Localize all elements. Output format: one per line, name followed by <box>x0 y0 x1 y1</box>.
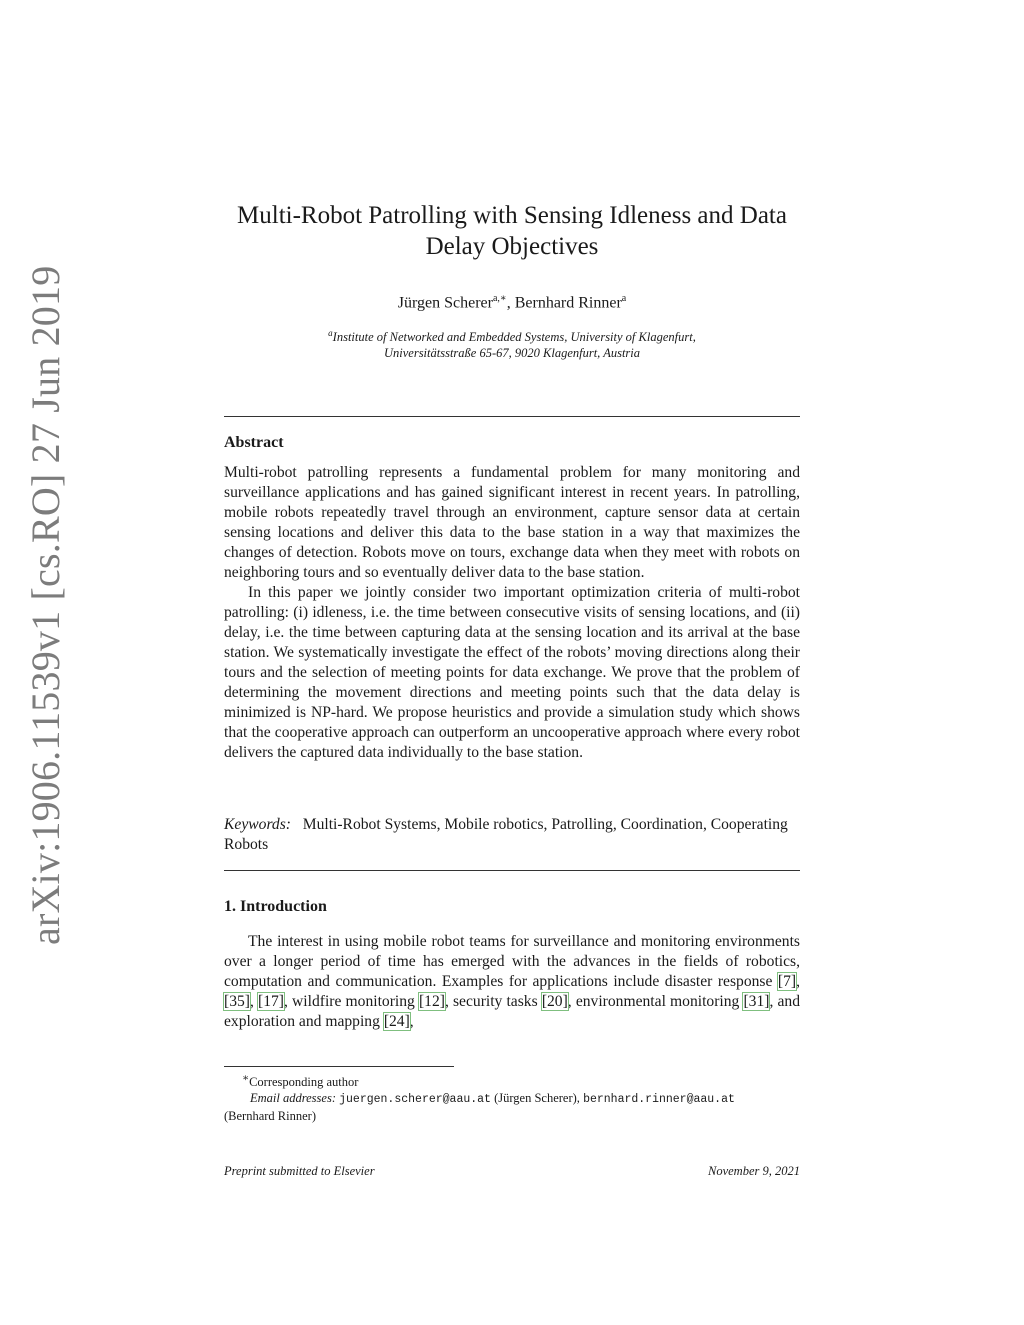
citation-link[interactable]: [35] <box>224 993 250 1010</box>
email-address[interactable]: bernhard.rinner@aau.at <box>583 1093 735 1107</box>
abstract-paragraph-2: In this paper we jointly consider two important optimization criteria of multi-robot patrolling: (i) idleness, i.e. the time between consecutive visits of sensing locations, and (ii) delay, i.e. the time between capturing data at the sensing location and its arrival at the base station. We systematically investigate the effect of the robots’ moving directions along their tours and the selection of meeting points for data exchange. We prove that the problem of determining the movement directions and meeting points such that the data delay is minimized is NP-hard. We propose heuristics and provide a simulation study which shows that the cooperative approach can outperform an uncooperative approach where every robot delivers the captured data individually to the base station. <box>224 584 800 761</box>
footnote-rule <box>224 1066 454 1067</box>
introduction-paragraph <box>224 932 800 1032</box>
citation-link[interactable]: [12] <box>418 993 445 1010</box>
email-line <box>224 1090 800 1108</box>
arxiv-identifier-stamp: arXiv:1906.11539v1 [cs.RO] 27 Jun 2019 <box>23 265 68 945</box>
footnote <box>224 1071 800 1124</box>
email-address[interactable]: juergen.scherer@aau.at <box>339 1093 491 1107</box>
author-name: Jürgen Scherer <box>397 294 493 312</box>
abstract-bottom-rule <box>224 870 800 871</box>
footnote-mark: ∗ <box>242 1073 250 1084</box>
intro-text: The interest in using mobile robot teams for surveillance and monitoring environments over a longer period of time has emerged with the advances in the fields of robotics, computation and communication. Examples for applications include disaster response <box>224 933 800 990</box>
author-affiliation-mark: a <box>621 293 627 304</box>
abstract-top-rule <box>224 416 800 417</box>
keywords <box>224 815 800 855</box>
intro-text: , wildfire monitoring <box>284 993 419 1010</box>
intro-text: , security tasks <box>444 993 542 1010</box>
citation-link[interactable]: [31] <box>743 993 770 1010</box>
corresponding-author-note <box>224 1071 800 1090</box>
affiliation-mark: a <box>328 328 333 338</box>
intro-text: , and exploration and mapping <box>224 993 800 1030</box>
keywords-list: Multi-Robot Systems, Mobile robotics, Patrolling, Coordination, Cooperating Robots <box>224 816 788 853</box>
citation-link[interactable]: [20] <box>541 993 568 1010</box>
affiliation-line-2: Universitätsstraße 65-67, 9020 Klagenfurt, Austria <box>383 346 641 361</box>
citation-link[interactable]: [7] <box>777 973 797 990</box>
intro-text: , <box>796 973 800 990</box>
introduction-heading: 1. Introduction <box>224 898 327 915</box>
email-owner-line: (Bernhard Rinner) <box>224 1109 316 1124</box>
page-footer <box>224 1164 800 1179</box>
affiliation <box>224 325 800 361</box>
abstract-paragraph-1: Multi-robot patrolling represents a fundamental problem for many monitoring and surveillance applications and has gained significant interest in recent years. In patrolling, mobile robots repeatedly travel through an environment, capture sensor data at certain sensing locations and deliver this data to the base station in a way that maximizes the changes of detection. Robots move on tours, exchange data when they meet with robots on neighboring tours and so eventually deliver data to the base station. <box>224 464 800 581</box>
preprint-note: Preprint submitted to Elsevier <box>224 1164 375 1178</box>
author-affiliation-mark: a,∗ <box>492 293 507 304</box>
footer-date: November 9, 2021 <box>708 1164 800 1178</box>
paper-title: Multi-Robot Patrolling with Sensing Idleness and Data Delay Objectives <box>237 202 787 260</box>
abstract-heading: Abstract <box>224 434 284 451</box>
introduction-body <box>224 932 800 1032</box>
citation-link[interactable]: [24] <box>383 1013 410 1030</box>
intro-text: , <box>249 993 259 1010</box>
keywords-label: Keywords: <box>224 816 291 833</box>
intro-text: , environmental monitoring <box>567 993 744 1010</box>
intro-text: , <box>409 1013 414 1030</box>
email-owner: (Jürgen Scherer), <box>494 1091 580 1106</box>
affiliation-line-1: Institute of Networked and Embedded Systems, University of Klagenfurt, <box>332 330 696 345</box>
author-name: Bernhard Rinner <box>514 294 622 312</box>
corresponding-author-text: Corresponding author <box>249 1075 359 1090</box>
citation-link[interactable]: [17] <box>258 993 284 1010</box>
email-label: Email addresses: <box>250 1091 336 1106</box>
abstract-body <box>224 463 800 763</box>
author-list: Jürgen Scherer$^{a,∗}$, Bernhard Rinner$^a$ <box>397 293 627 312</box>
